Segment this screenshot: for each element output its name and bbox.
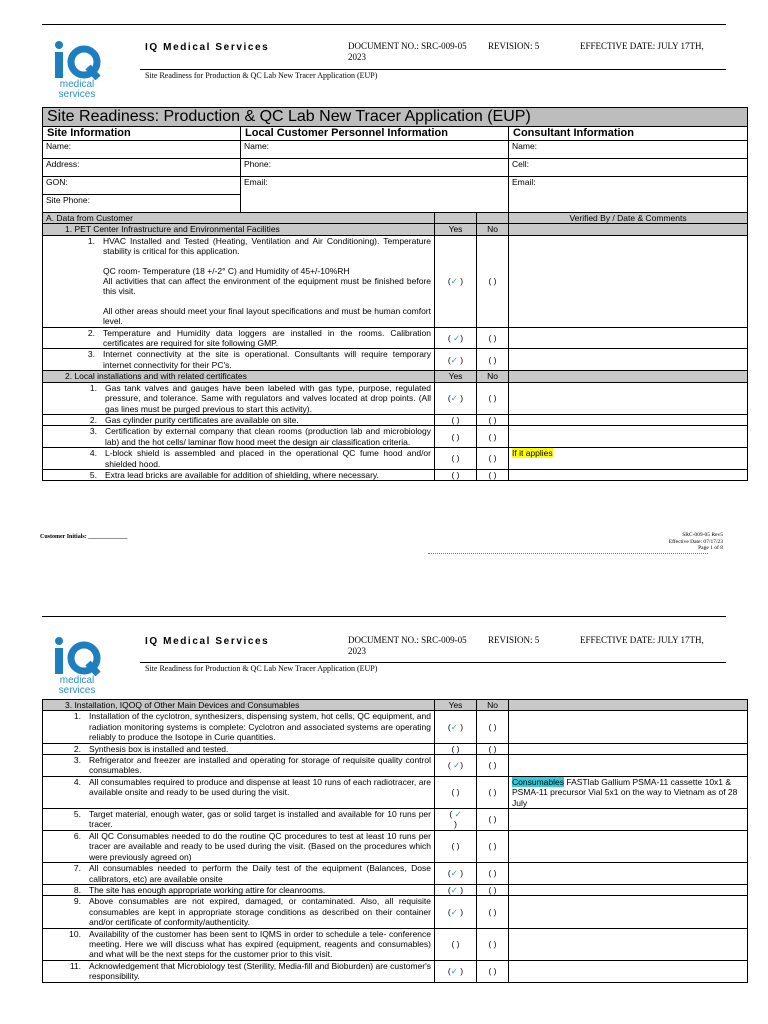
no-checkbox[interactable]: ( ) bbox=[477, 327, 509, 349]
comment-cell[interactable] bbox=[509, 469, 748, 480]
yes-checkbox[interactable]: ( ✓ ) bbox=[435, 809, 477, 831]
no-header: No bbox=[477, 371, 509, 382]
item-text: HVAC Installed and Tested (Heating, Ventilation and Air Conditioning). Temperature stability is critical for this application. bbox=[103, 235, 431, 257]
comment-cell[interactable] bbox=[509, 863, 748, 885]
checkmark-icon: ✓ bbox=[453, 332, 461, 343]
item-text: Internet connectivity at the site is operational. Consultants will require temporary internet connectivity for their PC's. bbox=[103, 349, 431, 370]
comment-cell[interactable] bbox=[509, 235, 748, 327]
checkmark-icon: ✓ bbox=[450, 884, 458, 895]
yes-checkbox[interactable]: ( ) bbox=[435, 469, 477, 480]
checklist-row bbox=[43, 469, 748, 480]
checkmark-icon: ✓ bbox=[450, 354, 458, 365]
item-text: Gas tank valves and gauges have been labeled with gas type, purpose, regulated pressure, and tolerance. Same with regulators and valves located at drop points. (All gas lines must be purged previous to start this activity). bbox=[105, 382, 431, 414]
checklist-row bbox=[43, 448, 748, 470]
site-name-field[interactable]: Name: bbox=[43, 141, 241, 159]
checklist-row bbox=[43, 755, 748, 777]
item-text: All other areas should meet your final layout specifications and must be human comfort level. bbox=[103, 305, 431, 327]
item-text: Extra lead bricks are available for addition of shielding, where necessary. bbox=[105, 469, 379, 480]
comment-cell[interactable] bbox=[509, 776, 748, 808]
item-text: QC room- Temperature (18 +/-2° C) and Humidity of 45+/-10%RH bbox=[103, 265, 350, 276]
yes-checkbox[interactable]: ( ) bbox=[435, 448, 477, 470]
local-personnel-heading: Local Customer Personnel Information bbox=[241, 127, 509, 141]
no-checkbox[interactable]: ( ) bbox=[477, 776, 509, 808]
site-phone-field[interactable]: Site Phone: bbox=[43, 195, 241, 213]
consultant-name-field[interactable]: Name: bbox=[509, 141, 748, 159]
checklist-row bbox=[43, 776, 748, 808]
checklist-row bbox=[43, 884, 748, 895]
comment-cell[interactable] bbox=[509, 349, 748, 371]
yes-checkbox[interactable]: ( ) bbox=[435, 414, 477, 425]
checkmark-icon: ✓ bbox=[450, 393, 458, 404]
yes-checkbox[interactable]: (✓ ) bbox=[435, 711, 477, 743]
comment-cell[interactable] bbox=[509, 960, 748, 982]
yes-checkbox[interactable]: (✓ ) bbox=[435, 884, 477, 895]
section-3-heading: 3. Installation, IQOQ of Other Main Devices and Consumables bbox=[43, 700, 435, 711]
item-number: 4. bbox=[89, 448, 97, 459]
item-number: 1. bbox=[89, 382, 97, 393]
comment-cell[interactable] bbox=[509, 448, 748, 470]
subtitle-rule bbox=[140, 662, 726, 663]
consultant-email-field[interactable]: Email: bbox=[509, 177, 748, 213]
logo-text-medical: medical bbox=[59, 79, 95, 90]
comment-note: If it applies bbox=[512, 448, 553, 459]
comment-cell[interactable] bbox=[509, 755, 748, 777]
item-number: 3. bbox=[89, 426, 97, 437]
item-text: Temperature and Humidity data loggers are installed in the rooms. Calibration certificates are required for site following GMP. bbox=[103, 327, 431, 349]
checklist-row bbox=[43, 863, 748, 885]
no-checkbox[interactable]: ( ) bbox=[477, 235, 509, 327]
no-checkbox[interactable]: ( ) bbox=[477, 382, 509, 414]
item-text: All consumables required to produce and dispense at least 10 runs of each radiotracer, are available onsite and ready to be used during the visit. bbox=[89, 776, 431, 798]
item-number: 9. bbox=[73, 896, 81, 907]
yes-header: Yes bbox=[435, 700, 477, 711]
item-number: 5. bbox=[89, 469, 97, 480]
comment-cell[interactable] bbox=[509, 896, 748, 928]
item-number: 10. bbox=[69, 928, 81, 939]
item-text: Refrigerator and freezer are installed and operating for storage of requisite quality control consumables. bbox=[89, 755, 431, 776]
comment-cell[interactable] bbox=[509, 414, 748, 425]
checklist-row bbox=[43, 382, 748, 414]
document-number: DOCUMENT NO.: SRC-009-05 2023 bbox=[348, 41, 467, 62]
item-number: 2. bbox=[73, 743, 81, 754]
item-number: 1. bbox=[73, 711, 81, 722]
company-name: IQ Medical Services bbox=[145, 636, 270, 647]
yes-header: Yes bbox=[435, 224, 477, 235]
item-number: 3. bbox=[73, 755, 81, 766]
item-text: All consumables needed to perform the Daily test of the equipment (Balances, Dose calibrators, etc) are available onsite bbox=[89, 863, 431, 884]
site-gon-field[interactable]: GON: bbox=[43, 177, 241, 195]
item-number: 5. bbox=[73, 809, 81, 820]
company-logo bbox=[52, 40, 102, 100]
item-text: Target material, enough water, gas or solid target is installed and available for 10 runs per tracer. bbox=[89, 809, 431, 830]
comment-cell[interactable] bbox=[509, 809, 748, 831]
checklist-row bbox=[43, 414, 748, 425]
table-title: Site Readiness: Production & QC Lab New Tracer Application (EUP) bbox=[43, 108, 748, 127]
checklist-row bbox=[43, 960, 748, 982]
item-text: Synthesis box is installed and tested. bbox=[89, 743, 229, 754]
item-number: 4. bbox=[73, 776, 81, 787]
checkmark-icon: ✓ bbox=[450, 965, 458, 976]
item-number: 11. bbox=[69, 960, 81, 971]
yes-checkbox[interactable]: (✓ ) bbox=[435, 863, 477, 885]
checklist-row bbox=[43, 928, 748, 960]
comment-cell[interactable] bbox=[509, 884, 748, 895]
checklist-row bbox=[43, 426, 748, 448]
yes-checkbox[interactable]: ( ) bbox=[435, 776, 477, 808]
yes-checkbox[interactable]: ( ✓) bbox=[435, 755, 477, 777]
page-cut-line bbox=[428, 553, 708, 557]
header-rule bbox=[42, 24, 726, 25]
no-checkbox[interactable]: ( ) bbox=[477, 830, 509, 862]
checklist-row: 2. Temperature and Humidity data loggers are installed in the rooms. Calibration certificates are required for site following GMP. ( ✓) ( ) bbox=[43, 327, 748, 349]
yes-checkbox[interactable]: (✓ ) bbox=[435, 349, 477, 371]
logo-text-medical: medical bbox=[59, 675, 95, 686]
yes-checkbox[interactable]: ( ) bbox=[435, 426, 477, 448]
section-a-label: A. Data from Customer bbox=[43, 213, 435, 224]
no-checkbox[interactable]: ( ) bbox=[477, 960, 509, 982]
item-text: Availability of the customer has been sent to IQMS in order to schedule a tele- conference meeting. Here we will discuss what has expired (equipment, reagents and consumables) and what will be the next steps for the customer prior to this visit. bbox=[89, 928, 431, 960]
yes-checkbox[interactable]: ( ) bbox=[435, 830, 477, 862]
site-info-heading: Site Information bbox=[43, 127, 241, 141]
no-checkbox[interactable]: ( ) bbox=[477, 448, 509, 470]
no-checkbox[interactable]: ( ) bbox=[477, 928, 509, 960]
no-checkbox[interactable]: ( ) bbox=[477, 743, 509, 754]
checklist-row bbox=[43, 896, 748, 928]
comment-cell[interactable] bbox=[509, 327, 748, 349]
no-header: No bbox=[477, 700, 509, 711]
iq-logo-icon bbox=[52, 40, 102, 80]
document-number: DOCUMENT NO.: SRC-009-05 2023 bbox=[348, 635, 467, 656]
comment-cell[interactable] bbox=[509, 928, 748, 960]
local-email-field[interactable]: Email: bbox=[241, 177, 509, 213]
document-subtitle: Site Readiness for Production & QC Lab New Tracer Application (EUP) bbox=[145, 664, 378, 673]
yes-header: Yes bbox=[435, 371, 477, 382]
no-checkbox[interactable]: ( ) bbox=[477, 469, 509, 480]
item-number: 8. bbox=[73, 884, 81, 895]
installation-table bbox=[42, 699, 748, 983]
comment-cell[interactable] bbox=[509, 830, 748, 862]
checklist-row bbox=[43, 711, 748, 743]
item-text: L-block shield is assembled and placed in the operational QC fume hood and/or shielded hood. bbox=[105, 448, 431, 469]
item-text: All activities that can affect the environment of the equipment must be finished before this visit. bbox=[103, 276, 431, 297]
item-number: 6. bbox=[73, 830, 81, 841]
company-logo bbox=[52, 636, 102, 696]
no-checkbox[interactable]: ( ) bbox=[477, 755, 509, 777]
checkmark-icon: ✓ bbox=[450, 276, 458, 287]
item-number: 7. bbox=[73, 863, 81, 874]
iq-logo-icon bbox=[52, 636, 102, 676]
yes-checkbox[interactable]: (✓ ) bbox=[435, 896, 477, 928]
subtitle-rule bbox=[140, 69, 726, 70]
no-checkbox[interactable]: ( ) bbox=[477, 414, 509, 425]
effective-date: EFFECTIVE DATE: JULY 17TH, bbox=[580, 635, 704, 645]
checklist-row bbox=[43, 830, 748, 862]
item-text: Acknowledgement that Microbiology test (Sterility, Media-fill and Bioburden) are customer's responsibility. bbox=[89, 960, 431, 982]
no-checkbox[interactable]: ( ) bbox=[477, 426, 509, 448]
footer-doc-id: SRC-009-05 Rev5 bbox=[682, 532, 723, 538]
item-text: The site has enough appropriate working attire for cleanrooms. bbox=[89, 884, 326, 895]
consultant-info-heading: Consultant Information bbox=[509, 127, 748, 141]
checkmark-icon: ✓ bbox=[450, 868, 458, 879]
footer-effective-date: Effective Date: 07/17/23 bbox=[668, 538, 723, 545]
document-subtitle: Site Readiness for Production & QC Lab New Tracer Application (EUP) bbox=[145, 71, 378, 80]
yes-checkbox[interactable]: (✓ ) bbox=[435, 382, 477, 414]
checkmark-icon: ✓ bbox=[454, 809, 462, 820]
revision: REVISION: 5 bbox=[488, 41, 540, 51]
yes-checkbox[interactable]: ( ✓) bbox=[435, 327, 477, 349]
no-header: No bbox=[477, 224, 509, 235]
checklist-row: 3. Internet connectivity at the site is operational. Consultants will require temporary internet connectivity for their PC's. (✓ ) ( ) bbox=[43, 349, 748, 371]
item-number: 2. bbox=[89, 414, 97, 425]
group-2-heading: 2. Local installations and with related certificates bbox=[43, 371, 435, 382]
customer-initials: Customer Initials: _____________ bbox=[40, 534, 128, 540]
checkmark-icon: ✓ bbox=[450, 721, 458, 732]
site-readiness-table bbox=[42, 107, 748, 481]
yes-checkbox[interactable]: (✓ ) bbox=[435, 235, 477, 327]
item-text: Certification by external company that clean rooms (production lab and microbiology lab) and the hot cells/ laminar flow hood meet the design air classification criteria. bbox=[105, 426, 431, 447]
yes-checkbox[interactable]: (✓ ) bbox=[435, 960, 477, 982]
comment-cell[interactable] bbox=[509, 382, 748, 414]
group-1-heading: 1. PET Center Infrastructure and Environmental Facilities bbox=[43, 224, 435, 235]
no-checkbox[interactable]: ( ) bbox=[477, 349, 509, 371]
comment-cell[interactable] bbox=[509, 743, 748, 754]
company-name: IQ Medical Services bbox=[145, 42, 270, 53]
comment-cell[interactable] bbox=[509, 711, 748, 743]
page-2 bbox=[0, 600, 768, 1024]
item-text: Gas cylinder purity certificates are available on site. bbox=[105, 414, 299, 425]
local-name-field[interactable]: Name: bbox=[241, 141, 509, 159]
item-text: Installation of the cyclotron, synthesizers, dispensing system, hot cells, QC equipment, and radiation monitoring systems is complete: Cyclotron and associated systems are operating reliably to produce the Isotope in Curie quantities. bbox=[89, 711, 431, 743]
revision: REVISION: 5 bbox=[488, 635, 540, 645]
checklist-row bbox=[43, 743, 748, 754]
item-text: Above consumables are not expired, damaged, or contaminated. Also, all requisite consumables are kept in appropriate storage conditions as described on their container and/or certificate of conformity/authenticity. bbox=[89, 896, 431, 928]
no-checkbox[interactable]: ( ) bbox=[477, 884, 509, 895]
comment-note: FASTlab Gallium PSMA-11 cassette 10x1 & PSMA-11 precursor Vial 5x1 on the way to Vietnam as of 28 July bbox=[512, 776, 738, 808]
local-phone-field[interactable]: Phone: bbox=[241, 159, 509, 177]
checklist-row: 1. HVAC Installed and Tested (Heating, Ventilation and Air Conditioning). Temperature stability is critical for this application. QC room- Temperature (18 +/-2° C) and Humidity of 45+/-10%RH All activities that can affect the environment of the equipment must be finished before this visit. All other areas should meet your final layout specifications and must be human comfort level. (✓ ) ( ) bbox=[43, 235, 748, 327]
consultant-cell-field[interactable]: Cell: bbox=[509, 159, 748, 177]
effective-date: EFFECTIVE DATE: JULY 17TH, bbox=[580, 41, 704, 51]
no-checkbox[interactable]: ( ) bbox=[477, 896, 509, 928]
footer-page-number: Page 1 of 8 bbox=[698, 545, 723, 551]
logo-text-services: services bbox=[58, 685, 96, 696]
yes-checkbox[interactable]: ( ) bbox=[435, 743, 477, 754]
yes-checkbox[interactable]: ( ) bbox=[435, 928, 477, 960]
item-text: All QC Consumables needed to do the routine QC procedures to test at least 10 runs per tracer are available and ready to be used during the visit. (Based on the procedures which were previously agreed on) bbox=[89, 830, 431, 862]
site-address-field[interactable]: Address: bbox=[43, 159, 241, 177]
no-checkbox[interactable]: ( ) bbox=[477, 863, 509, 885]
comment-cell[interactable] bbox=[509, 426, 748, 448]
checkmark-icon: ✓ bbox=[450, 906, 458, 917]
no-checkbox[interactable]: ( ) bbox=[477, 711, 509, 743]
page-footer bbox=[669, 532, 723, 552]
checklist-row bbox=[43, 809, 748, 831]
checkmark-icon: ✓ bbox=[453, 760, 461, 771]
no-checkbox[interactable]: ( ) bbox=[477, 809, 509, 831]
comment-highlight: Consumables bbox=[512, 776, 564, 787]
header-rule bbox=[42, 616, 726, 617]
comments-header: Verified By / Date & Comments bbox=[509, 213, 748, 224]
logo-text-services: services bbox=[58, 89, 96, 100]
